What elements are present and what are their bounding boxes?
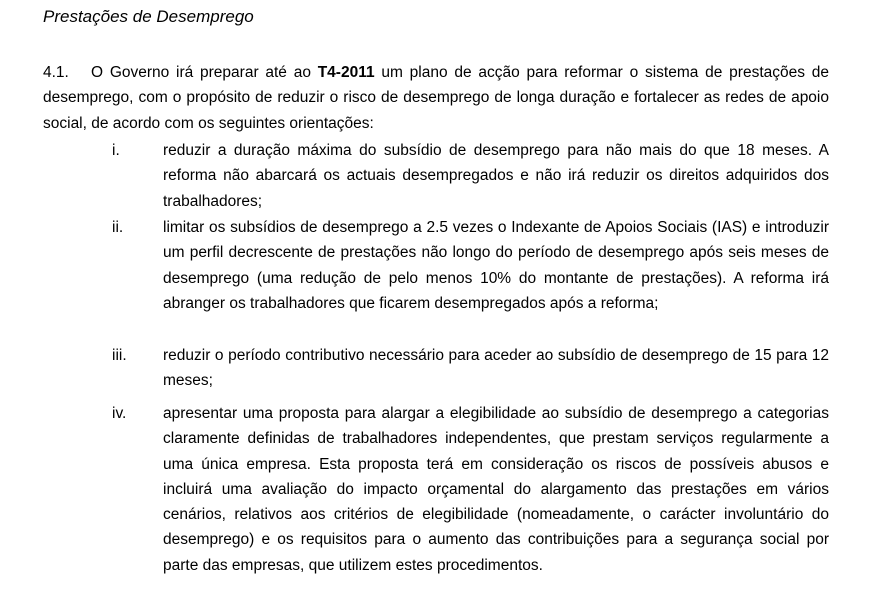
paragraph-text-start: O Governo irá preparar até ao bbox=[91, 64, 318, 81]
list-item-text: reduzir o período contributivo necessário para aceder ao subsídio de desemprego de 15 para 12 meses; bbox=[163, 347, 829, 390]
section-heading: Prestações de Desemprego bbox=[43, 7, 254, 26]
list-marker: i. bbox=[112, 142, 120, 159]
list-marker: iii. bbox=[112, 347, 127, 364]
list-item-text: apresentar uma proposta para alargar a elegibilidade ao subsídio de desemprego a categorias claramente definidas de trabalhadores independentes, que prestam serviços regularmente a uma única empresa. Esta proposta terá em consideração os riscos de possíveis abusos e incluirá uma avaliação do impacto orçamental do alargamento das prestações em vários cenários, relativos aos critérios de elegibilidade (nomeadamente, o carácter involuntário do desemprego) e os requisitos para o aumento das contribuições para a segurança social por parte das empresas, que utilizem estes procedimentos. bbox=[163, 405, 829, 574]
list-item-text: limitar os subsídios de desemprego a 2.5 vezes o Indexante de Apoios Sociais (IAS) e introduzir um perfil decrescente de prestações não longo do período de desemprego após seis meses de desemprego (uma redução de pelo menos 10% do montante de prestações). A reforma irá abranger os trabalhadores que ficarem desempregados após a reforma; bbox=[163, 219, 829, 312]
list-marker: ii. bbox=[112, 219, 124, 236]
list-item-text: reduzir a duração máxima do subsídio de desemprego para não mais do que 18 meses. A reforma não abarcará os actuais desempregados e não irá reduzir os direitos adquiridos dos trabalhadores; bbox=[163, 142, 829, 210]
paragraph-4-1 bbox=[43, 60, 829, 136]
list-marker: iv. bbox=[112, 405, 127, 422]
deadline-bold: T4-2011 bbox=[317, 64, 375, 81]
paragraph-text-end: um plano de acção para reformar o sistema de prestações de desemprego, com o propósito de reduzir o risco de desemprego de longa duração e fortalecer as redes de apoio social, de acordo com os seguintes orientações: bbox=[43, 64, 829, 132]
paragraph-number: 4.1. bbox=[43, 64, 69, 81]
